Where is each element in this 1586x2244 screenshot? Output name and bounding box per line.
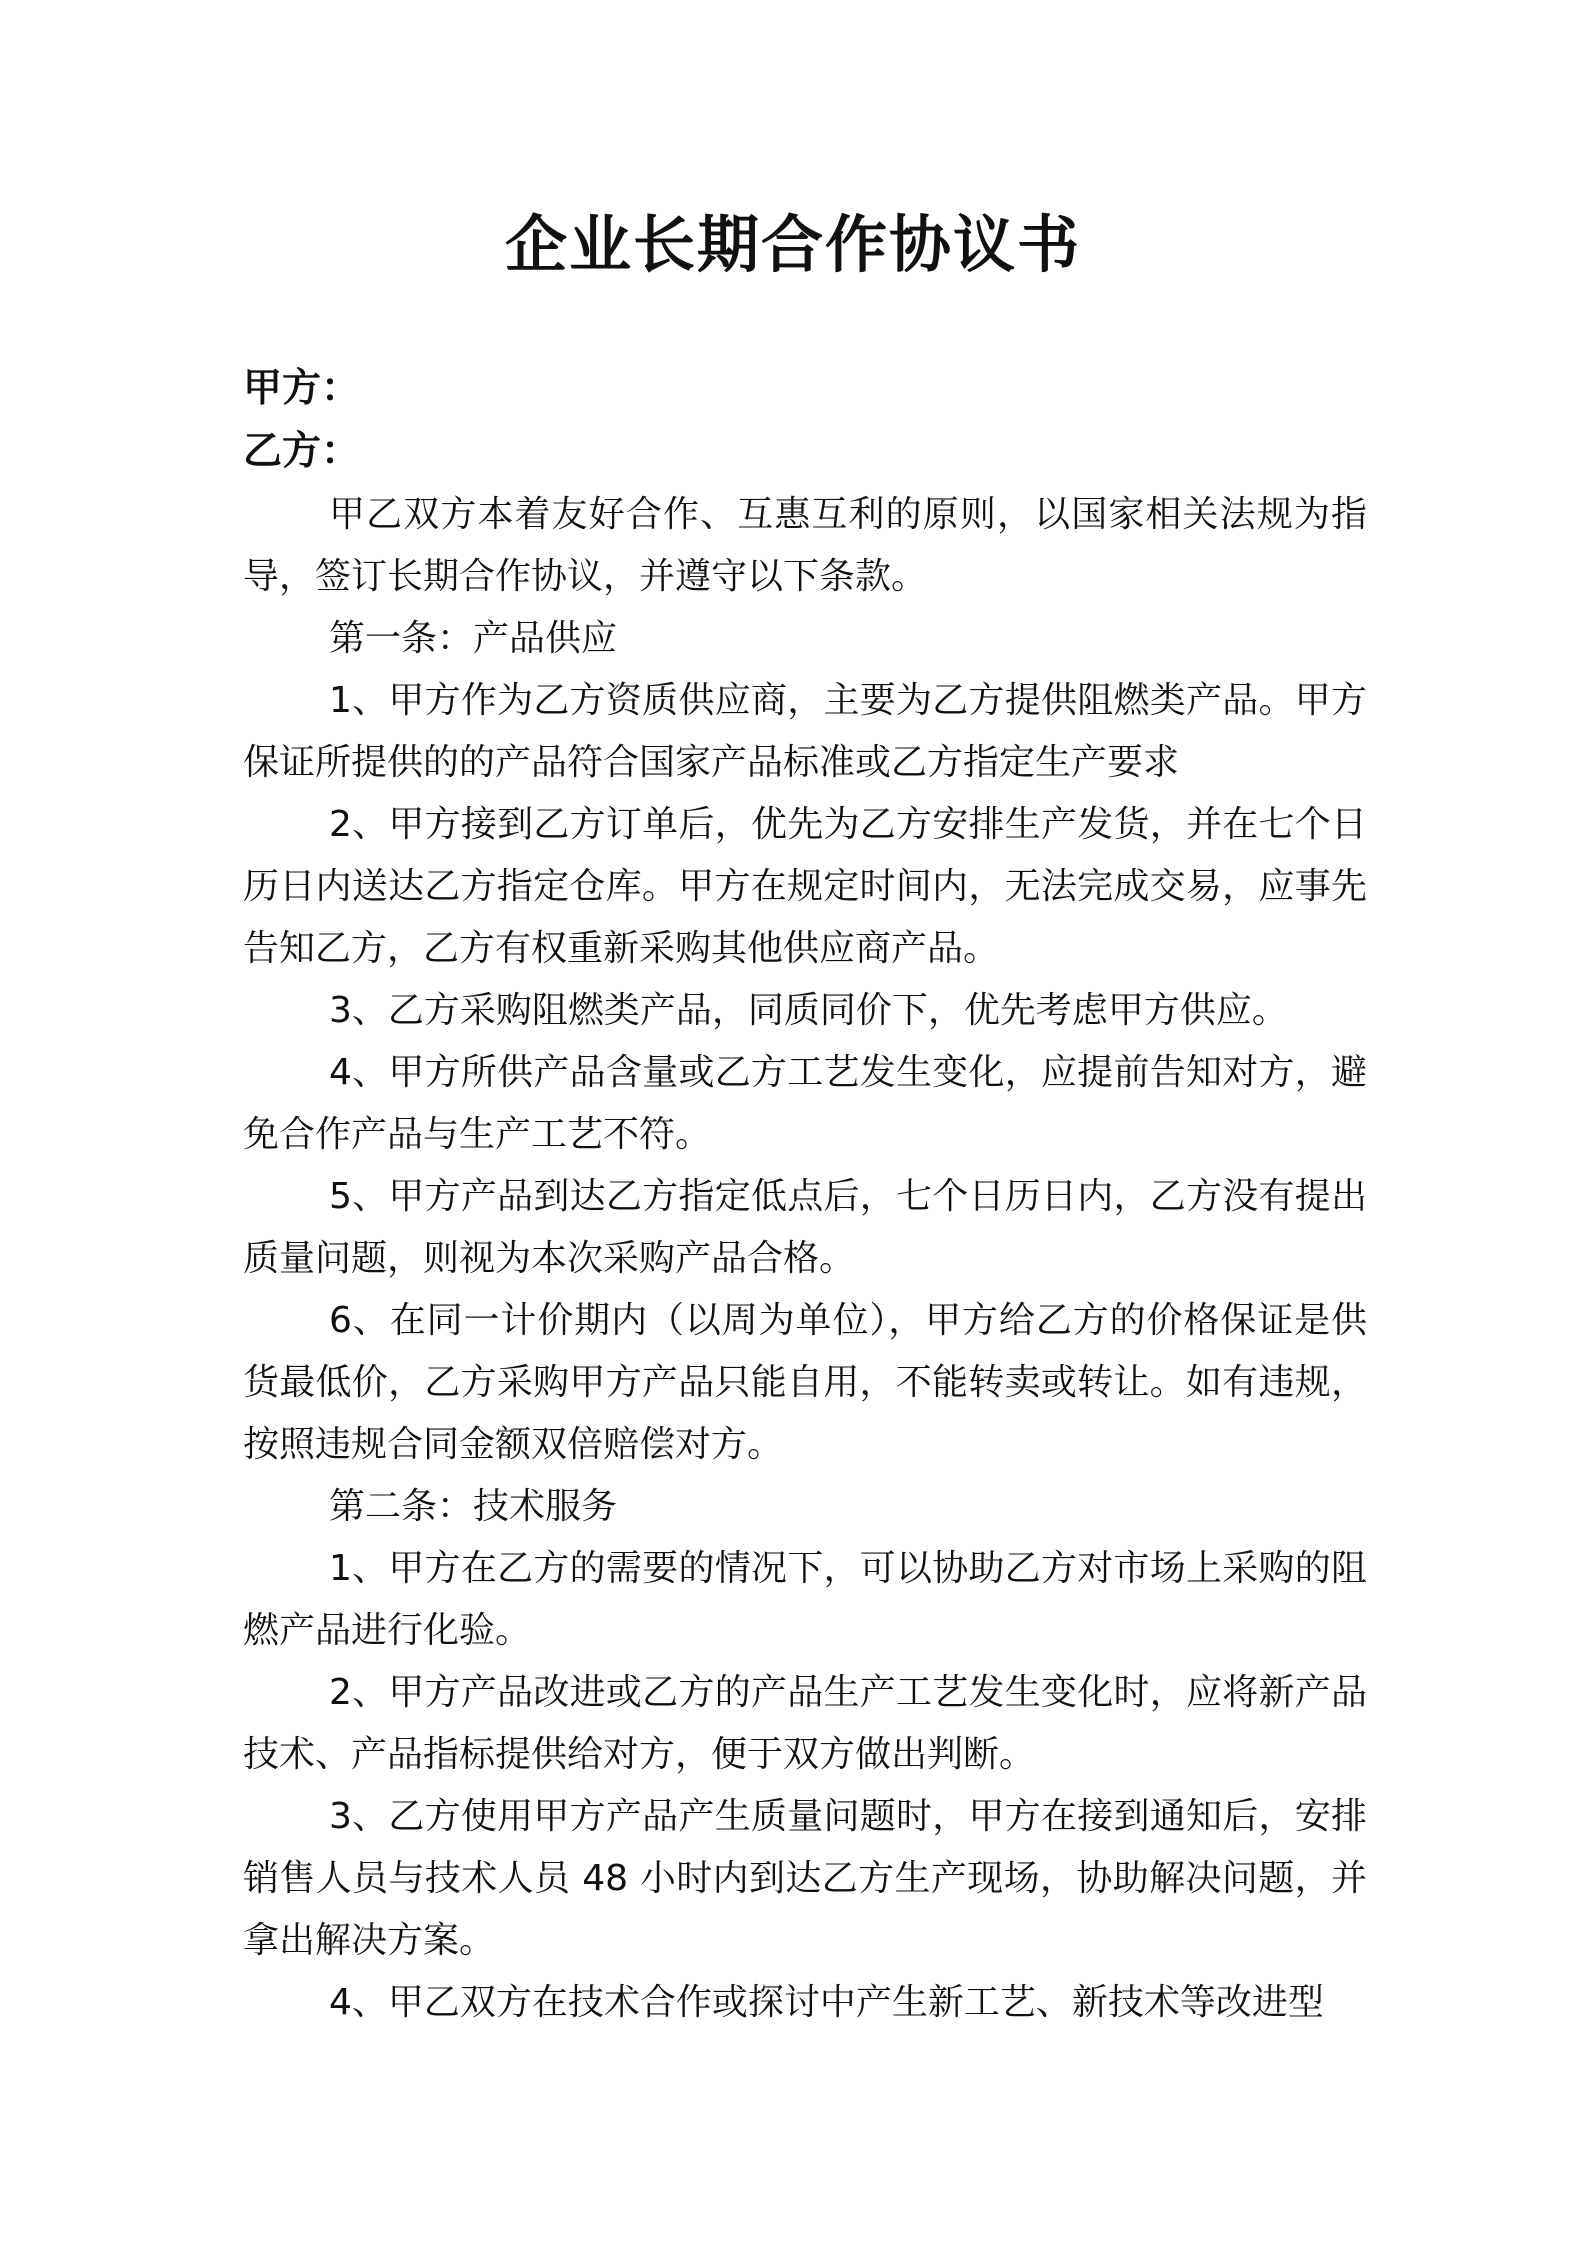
party-b-label: 乙方： <box>243 429 361 474</box>
article-1-clause-5: 5、甲方产品到达乙方指定低点后，七个日历日内，乙方没有提出质量问题，则视为本次采购产品合格。 <box>243 1176 1367 1279</box>
article-1-clause-4: 4、甲方所供产品含量或乙方工艺发生变化，应提前告知对方，避免合作产品与生产工艺不符。 <box>243 1052 1367 1155</box>
article-1-clause-6: 6、在同一计价期内（以周为单位），甲方给乙方的价格保证是供货最低价，乙方采购甲方产品只能自用，不能转卖或转让。如有违规，按照违规合同金额双倍赔偿对方。 <box>243 1300 1367 1465</box>
intro-paragraph: 甲乙双方本着友好合作、互惠互利的原则，以国家相关法规为指导，签订长期合作协议，并遵守以下条款。 <box>243 494 1367 597</box>
article-2-clause-2: 2、甲方产品改进或乙方的产品生产工艺发生变化时，应将新产品技术、产品指标提供给对方，便于双方做出判断。 <box>243 1672 1367 1775</box>
article-2-heading: 第二条：技术服务 <box>329 1486 618 1527</box>
article-1-clause-2: 2、甲方接到乙方订单后，优先为乙方安排生产发货，并在七个日历日内送达乙方指定仓库。甲方在规定时间内，无法完成交易，应事先告知乙方，乙方有权重新采购其他供应商产品。 <box>243 804 1367 969</box>
article-1-clause-3: 3、乙方采购阻燃类产品，同质同价下，优先考虑甲方供应。 <box>329 990 1288 1031</box>
article-2-clause-4: 4、甲乙双方在技术合作或探讨中产生新工艺、新技术等改进型 <box>329 1982 1324 2023</box>
article-2-clause-1: 1、甲方在乙方的需要的情况下，可以协助乙方对市场上采购的阻燃产品进行化验。 <box>243 1548 1367 1651</box>
article-1-heading: 第一条：产品供应 <box>329 618 618 659</box>
agreement-body <box>243 484 1367 2034</box>
party-a-label: 甲方： <box>243 366 361 411</box>
document-title: 企业长期合作协议书 <box>504 208 1081 281</box>
article-1-clause-1: 1、甲方作为乙方资质供应商，主要为乙方提供阻燃类产品。甲方保证所提供的的产品符合国家产品标准或乙方指定生产要求 <box>243 680 1367 783</box>
article-2-clause-3: 3、乙方使用甲方产品产生质量问题时，甲方在接到通知后，安排销售人员与技术人员 48 小时内到达乙方生产现场，协助解决问题，并拿出解决方案。 <box>243 1796 1367 1961</box>
